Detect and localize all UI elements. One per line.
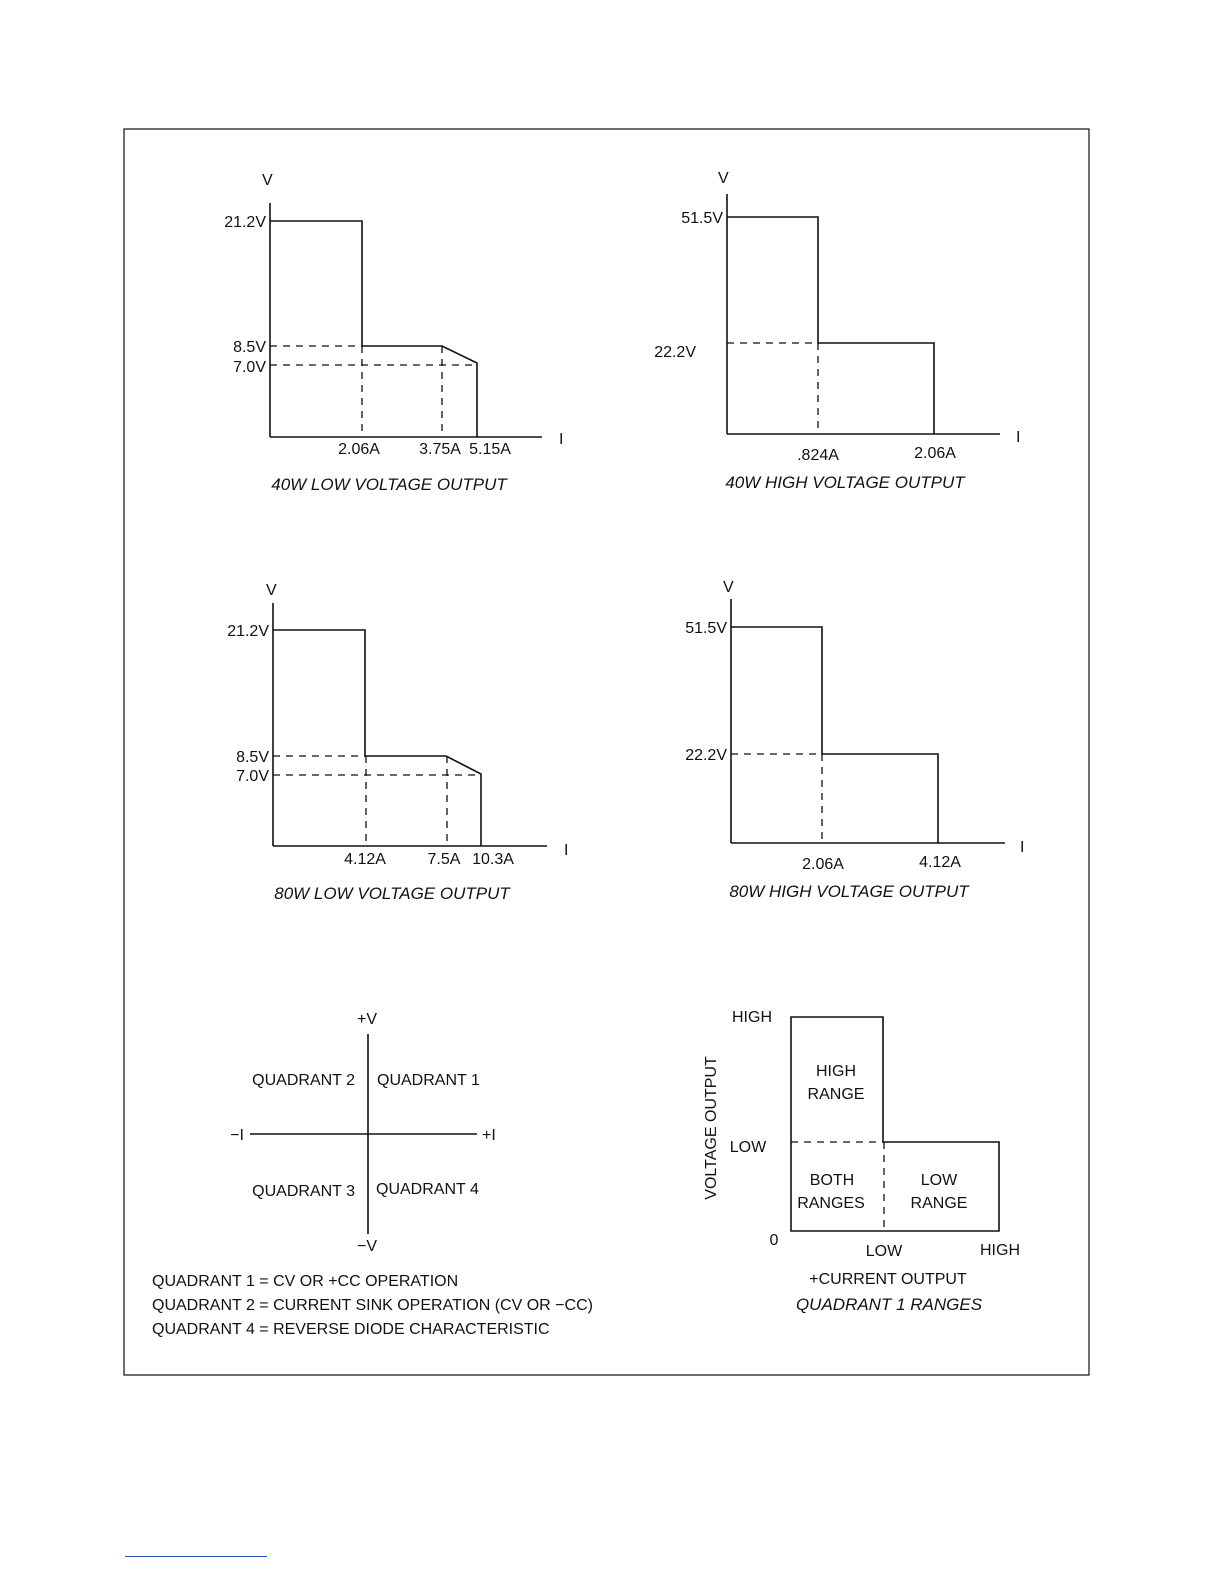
output-envelope	[273, 630, 481, 846]
output-envelope	[731, 627, 938, 843]
chart-caption: 40W LOW VOLTAGE OUTPUT	[271, 475, 507, 494]
v-axis-label: V	[718, 170, 729, 187]
origin-label: 0	[769, 1232, 779, 1249]
v-tick-label: 22.2V	[685, 747, 727, 764]
y-low-label: LOW	[729, 1139, 767, 1156]
quadrant-note: QUADRANT 1 = CV OR +CC OPERATION	[152, 1273, 459, 1290]
footer-rule	[125, 1556, 267, 1557]
v-tick-label: 21.2V	[224, 214, 266, 231]
both-ranges-label: RANGES	[797, 1195, 865, 1212]
chart-40w-low-voltage	[224, 172, 563, 494]
i-tick-label: 3.75A	[419, 441, 461, 458]
i-tick-label: 10.3A	[472, 851, 514, 868]
i-axis-label: I	[1020, 839, 1025, 856]
high-range-label: HIGH	[816, 1063, 856, 1080]
minus-i-label: −I	[230, 1127, 244, 1144]
plus-v-label: +V	[356, 1011, 378, 1028]
low-range-label: RANGE	[910, 1195, 968, 1212]
y-high-label: HIGH	[732, 1009, 772, 1026]
v-tick-label: 21.2V	[227, 623, 269, 640]
i-tick-label: 5.15A	[469, 441, 511, 458]
x-low-label: LOW	[865, 1243, 903, 1260]
i-tick-label: 7.5A	[427, 851, 461, 868]
chart-80w-high-voltage	[685, 579, 1024, 901]
quadrant-diagram	[152, 1011, 593, 1338]
i-tick-label: 2.06A	[914, 445, 956, 462]
chart-caption: 80W LOW VOLTAGE OUTPUT	[274, 884, 510, 903]
chart-80w-low-voltage	[227, 582, 568, 903]
quadrant-2-label: QUADRANT 2	[252, 1072, 355, 1089]
i-tick-label: .824A	[797, 447, 839, 464]
quadrant-3-label: QUADRANT 3	[252, 1183, 355, 1200]
i-tick-label: 2.06A	[338, 441, 380, 458]
minus-v-label: −V	[356, 1238, 378, 1255]
v-axis-label: V	[266, 582, 277, 599]
v-tick-label: 7.0V	[236, 768, 269, 785]
quadrant-1-label: QUADRANT 1	[377, 1072, 480, 1089]
v-tick-label: 7.0V	[233, 359, 266, 376]
i-axis-label: I	[1016, 429, 1021, 446]
v-axis-label: V	[723, 579, 734, 596]
chart-40w-high-voltage	[654, 170, 1020, 492]
quadrant-4-label: QUADRANT 4	[376, 1181, 479, 1198]
plus-i-label: +I	[482, 1127, 496, 1144]
output-envelope	[727, 217, 934, 434]
x-axis-label: +CURRENT OUTPUT	[809, 1271, 967, 1288]
i-axis-label: I	[564, 842, 569, 859]
y-axis-label: VOLTAGE OUTPUT	[703, 1056, 720, 1200]
i-tick-label: 4.12A	[344, 851, 386, 868]
v-tick-label: 8.5V	[236, 749, 269, 766]
high-range-label: RANGE	[807, 1086, 865, 1103]
i-tick-label: 2.06A	[802, 856, 844, 873]
quadrant-note: QUADRANT 2 = CURRENT SINK OPERATION (CV OR −CC)	[152, 1297, 593, 1314]
ranges-caption: QUADRANT 1 RANGES	[795, 1295, 983, 1314]
low-range-label: LOW	[920, 1172, 958, 1189]
i-axis-label: I	[559, 431, 564, 448]
v-tick-label: 51.5V	[681, 210, 723, 227]
v-tick-label: 51.5V	[685, 620, 727, 637]
quadrant-note: QUADRANT 4 = REVERSE DIODE CHARACTERISTIC	[152, 1321, 550, 1338]
both-ranges-label: BOTH	[809, 1172, 855, 1189]
v-tick-label: 8.5V	[233, 339, 266, 356]
v-tick-label: 22.2V	[654, 344, 696, 361]
chart-caption: 40W HIGH VOLTAGE OUTPUT	[725, 473, 965, 492]
i-tick-label: 4.12A	[919, 854, 961, 871]
quadrant-1-ranges-diagram	[703, 1009, 1020, 1314]
output-envelope	[270, 221, 477, 437]
chart-caption: 80W HIGH VOLTAGE OUTPUT	[729, 882, 969, 901]
x-high-label: HIGH	[980, 1242, 1020, 1259]
v-axis-label: V	[262, 172, 273, 189]
